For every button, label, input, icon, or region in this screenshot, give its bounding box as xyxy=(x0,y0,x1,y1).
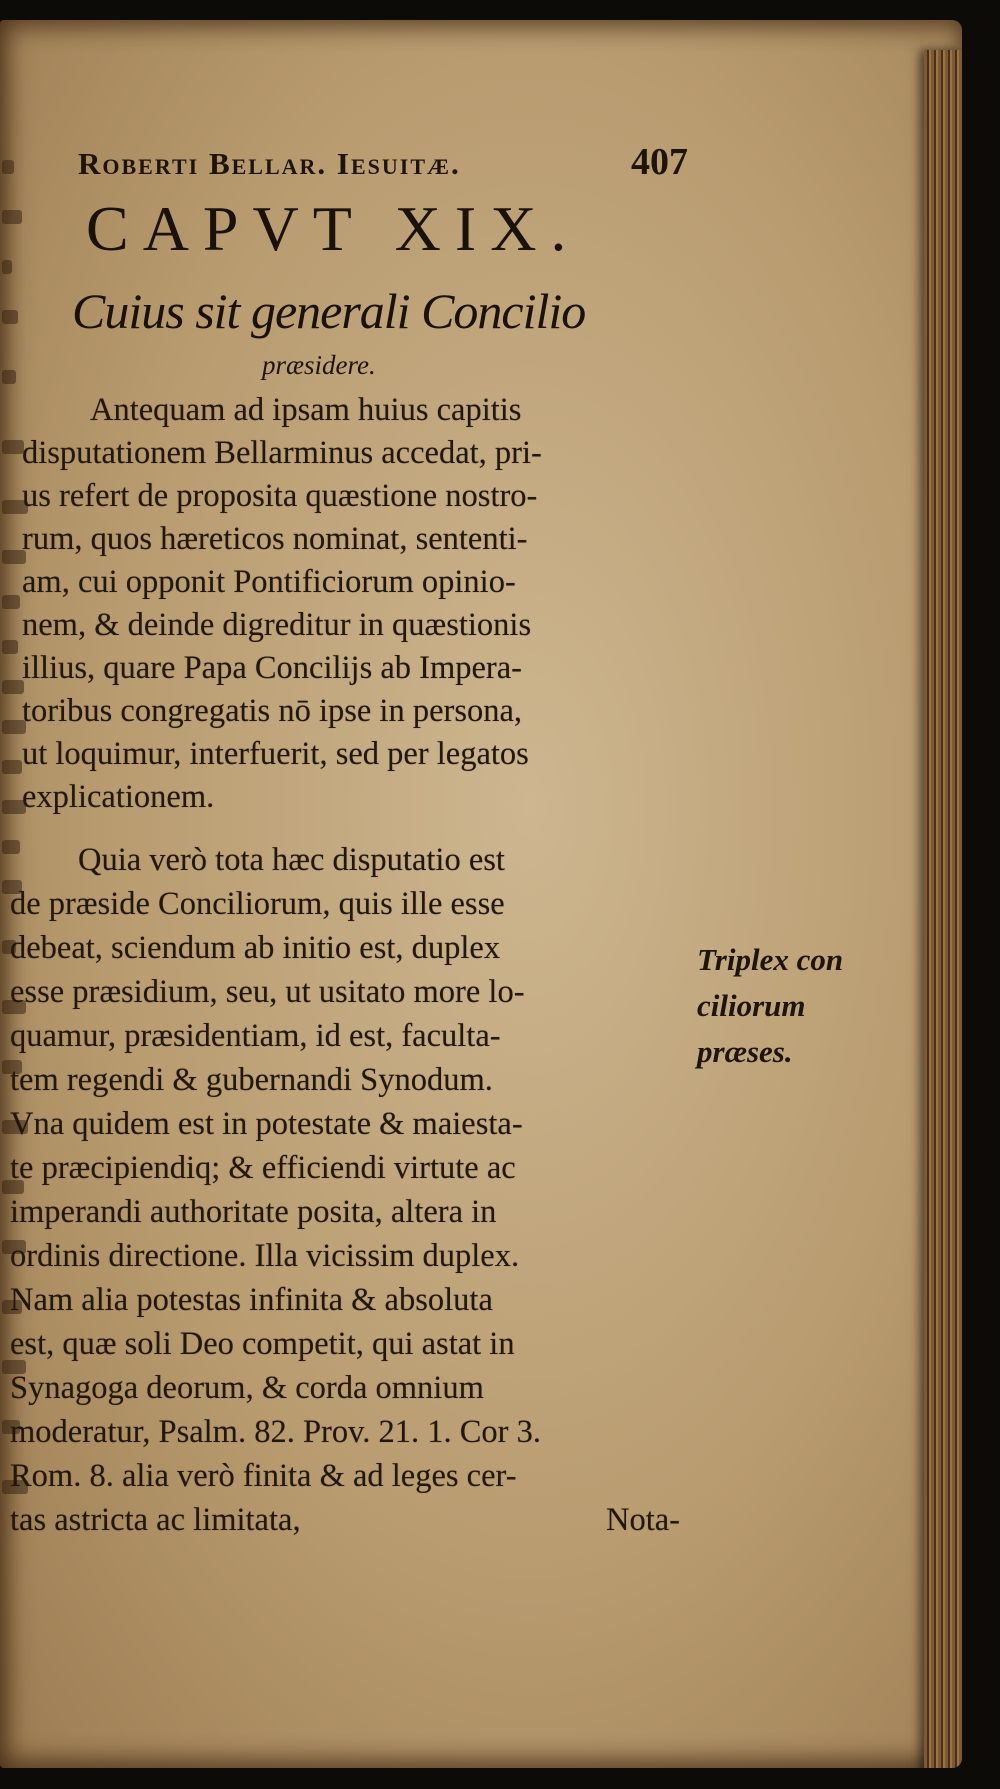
text-line: ordinis directione. Illa vicissim duplex. xyxy=(10,1238,520,1274)
text-line xyxy=(10,1502,690,1539)
chapter-title: Cuius sit generali Concilio xyxy=(72,283,586,339)
text-line: esse præsidium, seu, ut usitato more lo- xyxy=(10,974,525,1010)
chapter-heading: CAPVT XIX. xyxy=(86,193,581,264)
text-line: debeat, sciendum ab initio est, duplex xyxy=(10,930,501,966)
text-line: Nam alia potestas infinita & absoluta xyxy=(10,1282,493,1318)
text-line: toribus congregatis nō ipse in persona, xyxy=(22,693,523,729)
text-line: Synagoga deorum, & corda omnium xyxy=(10,1370,484,1406)
marginal-note-line: ciliorum xyxy=(697,988,806,1023)
text-line: moderatur, Psalm. 82. Prov. 21. 1. Cor 3. xyxy=(10,1414,541,1450)
marginal-note-line: præses. xyxy=(697,1034,793,1069)
page-edges xyxy=(924,50,962,1768)
text-line: ut loquimur, interfuerit, sed per legatos xyxy=(22,736,529,772)
text-line: disputationem Bellarminus accedat, pri- xyxy=(22,435,542,471)
text-line: us refert de proposita quæstione nostro- xyxy=(22,478,538,514)
text-line: explicationem. xyxy=(22,779,215,815)
page-number: 407 xyxy=(631,141,688,183)
marginal-note-line: Triplex con xyxy=(697,942,844,977)
chapter-title-continued: præsidere. xyxy=(262,350,376,380)
text-line: Quia verò tota hæc disputatio est xyxy=(78,842,505,878)
text-line: est, quæ soli Deo competit, qui astat in xyxy=(10,1326,515,1362)
text-line: illius, quare Papa Concilijs ab Impera- xyxy=(22,650,523,686)
catchword: Nota- xyxy=(606,1502,680,1538)
running-title: Roberti Bellar. Iesuitæ. xyxy=(78,146,461,181)
book-page xyxy=(0,20,962,1768)
text-line: rum, quos hæreticos nominat, sententi- xyxy=(22,521,528,557)
running-header xyxy=(78,138,688,186)
text-line: imperandi authoritate posita, altera in xyxy=(10,1194,497,1230)
text-line: am, cui opponit Pontificiorum opinio- xyxy=(22,564,516,600)
text-line: tem regendi & gubernandi Synodum. xyxy=(10,1062,493,1098)
text-line: de præside Conciliorum, quis ille esse xyxy=(10,886,505,922)
text-line: te præcipiendiq; & efficiendi virtute ac xyxy=(10,1150,516,1186)
text-line-content: tas astricta ac limitata, xyxy=(10,1502,301,1538)
text-line: Antequam ad ipsam huius capitis xyxy=(90,392,522,428)
text-line: nem, & deinde digreditur in quæstionis xyxy=(22,607,532,643)
text-line: Rom. 8. alia verò finita & ad leges cer- xyxy=(10,1458,517,1494)
text-line: quamur, præsidentiam, id est, faculta- xyxy=(10,1018,501,1054)
text-line: Vna quidem est in potestate & maiesta- xyxy=(10,1106,523,1142)
